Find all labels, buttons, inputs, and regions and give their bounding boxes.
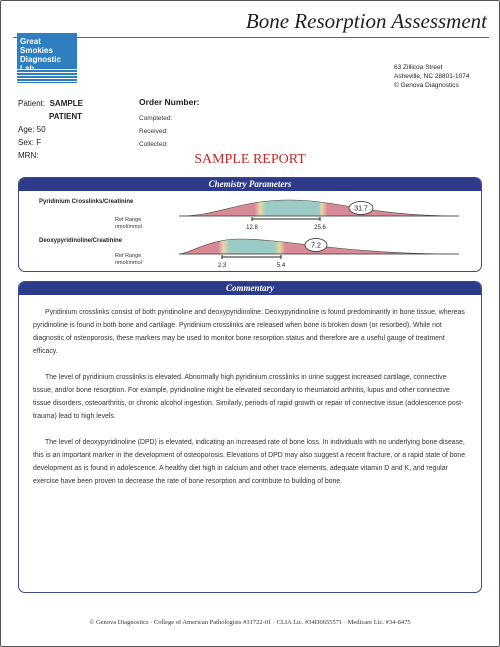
commentary-panel (18, 281, 482, 593)
address-city: Asheville, NC 28801-1074 (394, 73, 470, 80)
patient-first-name: SAMPLE (49, 99, 83, 108)
result-value: 31.7 (354, 205, 368, 213)
order-info (139, 97, 199, 151)
chemistry-header: Chemistry Parameters (19, 178, 481, 191)
logo-line: Smokies (20, 46, 53, 55)
commentary-paragraph: The level of pyridinium crosslinks is elevated. Abnormally high pyridinium crosslinks in urine suggest increased cartilage, connective tissue, and/or bone resorption. For example, pyridinoline might be elevated secondary to rheumatoid arthritis, lupus and other connective tissue disorders, osteoarthritis, or chronic alcohol ingestion. Similarly, periods of rapid growth or repair of connective issue (adolescence post-trauma) lead to high levels. (33, 374, 464, 420)
commentary-header: Commentary (19, 282, 481, 295)
distribution-curve (179, 200, 459, 216)
patient-label: Patient: (18, 99, 46, 108)
patient-mrn: MRN: (18, 151, 39, 160)
ref-range-label: Ref Range (115, 217, 142, 223)
ref-range-units: nmol/mmol (115, 260, 142, 266)
address-company: © Genova Diagnostics (394, 82, 459, 89)
logo-stripes (17, 69, 77, 83)
commentary-paragraph: The level of deoxypyridinoline (DPD) is elevated, indicating an increased rate of bone loss. In individuals with no underlying bone disease, this is an important marker in the development of osteoporosis. Elevations of DPD may also suggest a recent fracture, or a rapid state of bone development as is found in adolescence. A healthy diet high in calcium and other trace elements, adequate vitamin D and K, and regular exercise have been proven to decrease the rate of bone resorption and contribute to building of bone. (33, 439, 466, 485)
lab-logo (17, 33, 77, 83)
ref-range-units: nmol/mmol (115, 224, 142, 230)
address-street: 63 Zillicoa Street (394, 64, 443, 71)
pyridinium-range-chart (179, 196, 459, 236)
commentary-body (19, 295, 481, 488)
footer-credits: © Genova Diagnostics · College of American Pathologists #31722-01 · CLIA Lic. #34D0655571 · Medicare Lic. #34-8475 (89, 619, 411, 626)
ref-high-label: 5.4 (276, 263, 286, 269)
ref-range (115, 253, 142, 267)
ref-high-label: 25.6 (314, 225, 326, 231)
chemistry-panel (18, 177, 482, 272)
ref-low-label: 12.8 (246, 225, 258, 231)
title-divider (13, 37, 489, 38)
patient-sex: Sex: F (18, 138, 42, 147)
sample-report-banner: SAMPLE REPORT (194, 152, 306, 167)
logo-line: Diagnostic (20, 55, 61, 64)
patient-age: Age: 50 (18, 125, 46, 134)
order-collected: Collected: (139, 141, 168, 148)
patient-last-name: PATIENT (49, 112, 83, 121)
test-name: Pyridinium Crosslinks/Creatinine (39, 199, 134, 205)
ref-range-label: Ref Range (115, 253, 142, 259)
order-number-label: Order Number: (139, 97, 200, 107)
order-received: Received: (139, 128, 168, 135)
result-value: 7.2 (311, 242, 321, 250)
ref-low-label: 2.3 (217, 263, 227, 269)
ref-range (115, 217, 142, 231)
test-name: Deoxypyridinoline/Creatinine (39, 238, 123, 244)
deoxypyridinoline-range-chart (179, 234, 459, 272)
report-title: Bone Resorption Assessment (245, 9, 487, 33)
lab-address (394, 63, 470, 90)
logo-line: Great (20, 37, 41, 46)
order-completed: Completed: (139, 115, 173, 122)
commentary-paragraph: Pyridinium crosslinks consist of both pyridinoline and deoxypyridinoline. Deoxypyridinoline is found predominantly in bone tissue, whereas pyridinoline is found in both bone and cartilage. Pyridinium crosslinks are released when bone is broken down (or resorbed). While not diagnostic of osteoporosis, these markers may be used to monitor bone resorption status and therefore are a useful gauge of treatment efficacy. (33, 309, 465, 355)
